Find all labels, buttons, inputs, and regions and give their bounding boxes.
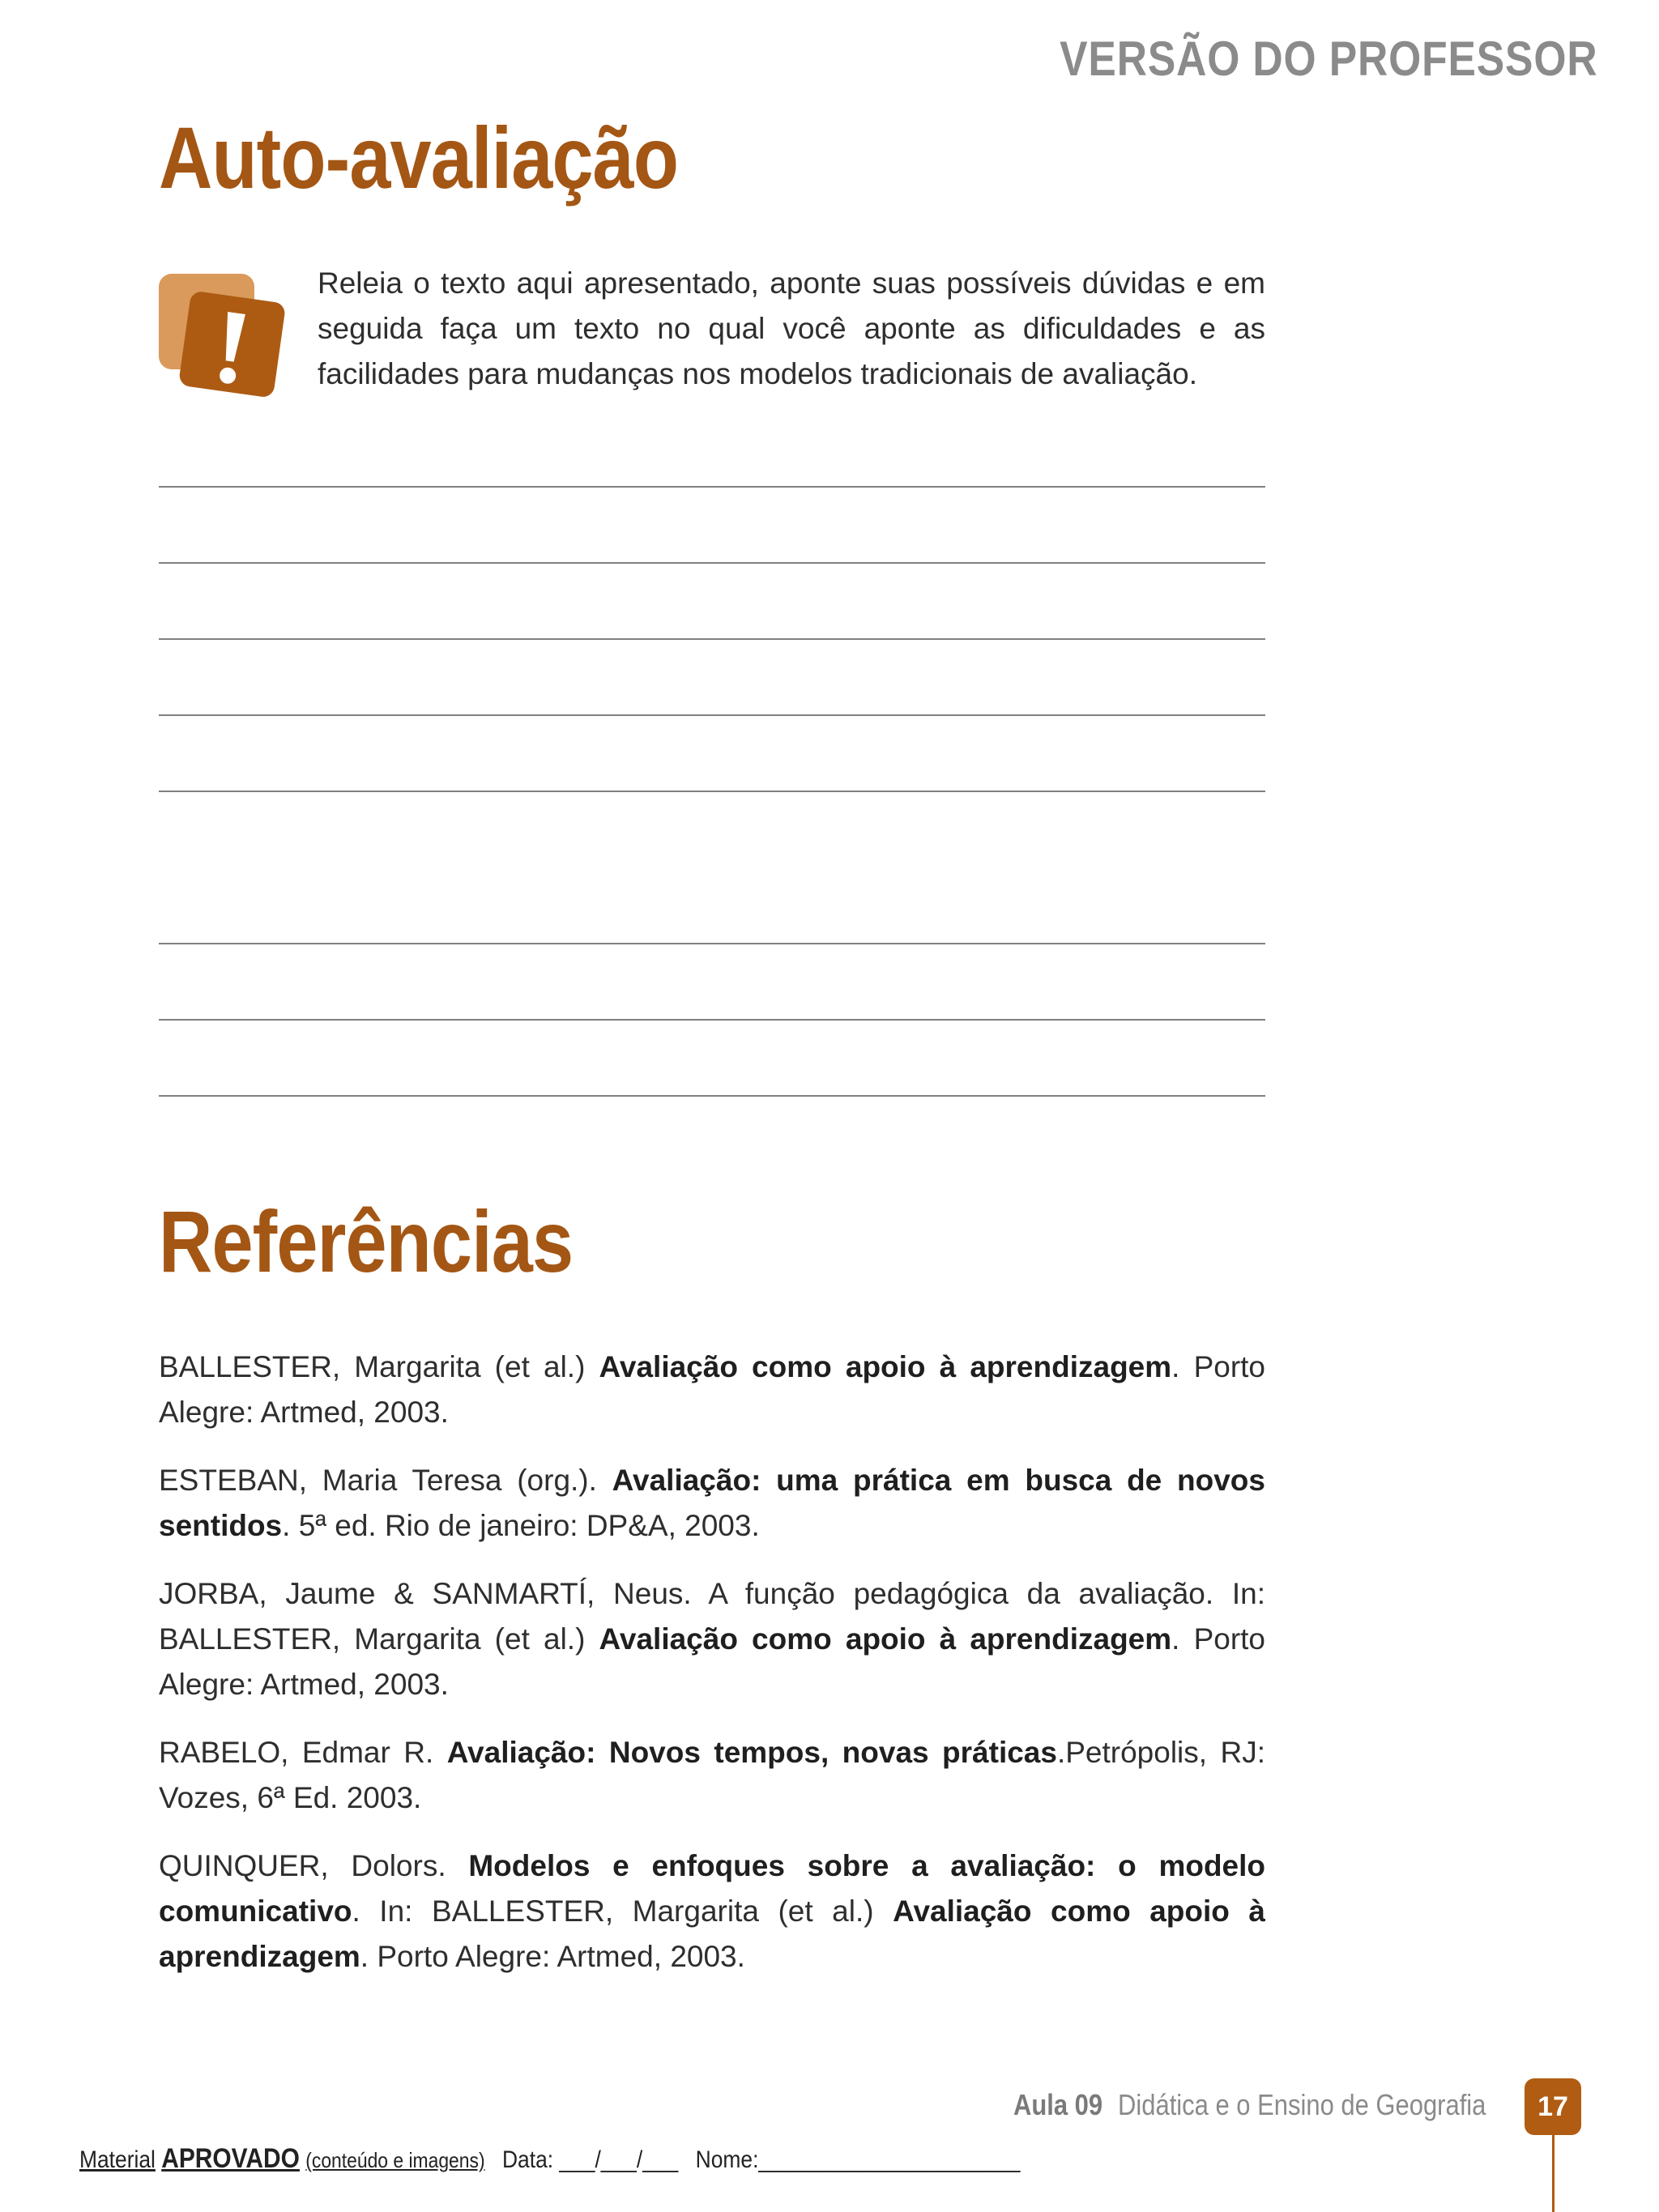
- approval-stamp: [79, 2143, 1020, 2175]
- references-title: Referências: [159, 1192, 574, 1290]
- self-assessment-title: Auto-avaliação: [159, 109, 679, 207]
- version-label: VERSÃO DO PROFESSOR: [1059, 32, 1597, 86]
- reference-item: BALLESTER, Margarita (et al.) Avaliação como apoio à aprendizagem. Porto Alegre: Artmed, 2003.: [159, 1350, 1265, 1429]
- reference-item: RABELO, Edmar R. Avaliação: Novos tempos, novas práticas.Petrópolis, RJ: Vozes, 6ª Ed. 2003.: [159, 1736, 1265, 1814]
- footer-course-info: [1013, 2088, 1486, 2122]
- reference-item: JORBA, Jaume & SANMARTÍ, Neus. A função pedagógica da avaliação. In: BALLESTER, Margarita (et al.) Avaliação como apoio à aprendizagem. Porto Alegre: Artmed, 2003.: [159, 1577, 1265, 1701]
- answer-line[interactable]: [159, 943, 1265, 944]
- page-number-badge: 17: [1525, 2078, 1581, 2135]
- approval-date: Data: ___/___/___: [501, 2146, 679, 2173]
- lesson-label: Aula 09: [1013, 2088, 1102, 2121]
- approval-scope: (conteúdo e imagens): [305, 2148, 485, 2172]
- page-marker-line: [1552, 2135, 1555, 2212]
- self-assessment-instruction: Releia o texto aqui apresentado, aponte suas possíveis dúvidas e em seguida faça um texto no qual você aponte as dificuldades e as facilidades para mudanças nos modelos tradicionais de avaliação.: [318, 266, 1265, 390]
- references-list: [159, 1345, 1265, 2002]
- reference-item: QUINQUER, Dolors. Modelos e enfoques sobre a avaliação: o modelo comunicativo. In: BALLESTER, Margarita (et al.) Avaliação como apoio à aprendizagem. Porto Alegre: Artmed, 2003.: [159, 1849, 1266, 1973]
- course-label: Didática e o Ensino de Geografia: [1117, 2088, 1486, 2121]
- approval-status: APROVADO: [161, 2143, 300, 2174]
- answer-line[interactable]: [159, 1019, 1265, 1021]
- answer-line[interactable]: [159, 638, 1265, 640]
- answer-line[interactable]: [159, 714, 1265, 716]
- exclamation-warning-icon: [157, 267, 287, 397]
- answer-line[interactable]: [159, 486, 1265, 488]
- approval-material: Material: [79, 2146, 156, 2173]
- reference-item: ESTEBAN, Maria Teresa (org.). Avaliação: uma prática em busca de novos sentidos. 5ª ed. Rio de janeiro: DP&A, 2003.: [159, 1464, 1265, 1542]
- answer-line[interactable]: [159, 791, 1265, 792]
- answer-line[interactable]: [159, 1095, 1265, 1097]
- answer-line[interactable]: [159, 562, 1265, 564]
- approval-name: Nome:______________________: [695, 2146, 1021, 2173]
